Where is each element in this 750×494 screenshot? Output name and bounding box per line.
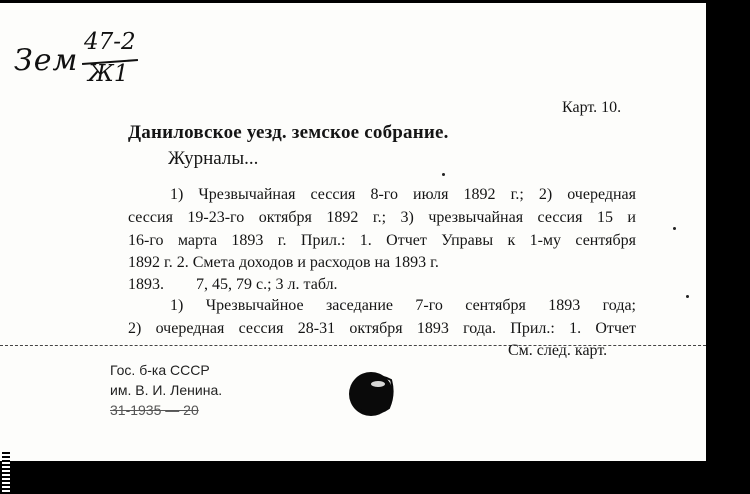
stamp-line-2: им. В. И. Ленина. <box>110 382 223 398</box>
body-line-5: 1893. 7, 45, 79 с.; 3 л. табл. <box>128 276 338 293</box>
body-line-6: 1) Чрезвычайное заседание 7-го сентября 1893 года; <box>170 297 636 314</box>
card-subtitle: Журналы... <box>168 148 259 169</box>
handwritten-prefix: Зем <box>14 43 79 78</box>
body-line-3: 16-го марта 1893 г. Прил.: 1. Отчет Управы к 1-му сентября <box>128 232 636 249</box>
body-line-1: 1) Чрезвычайная сессия 8-го июля 1892 г.; 2) очередная <box>170 186 636 203</box>
handwritten-numerator: 47-2 <box>84 29 136 55</box>
speck <box>686 295 689 298</box>
handwritten-denominator: Ж1 <box>88 61 129 87</box>
speck <box>442 173 445 176</box>
catalog-card <box>0 3 706 461</box>
body-line-4: 1892 г. 2. Смета доходов и расходов на 1893 г. <box>128 254 439 271</box>
film-edge <box>2 452 10 492</box>
stamp-line-3: 31-1935 — 20 <box>110 402 199 418</box>
card-number: Карт. 10. <box>562 99 622 116</box>
body-line-7: 2) очередная сессия 28-31 октября 1893 года. Прил.: 1. Отчет <box>128 320 636 337</box>
speck <box>673 227 676 230</box>
card-title: Даниловское уезд. земское собрание. <box>128 122 449 143</box>
see-next-card: См. след. карт. <box>508 342 608 359</box>
stamp-line-1: Гос. б-ка СССР <box>110 362 210 378</box>
body-line-2: сессия 19-23-го октября 1892 г.; 3) чрезвычайная сессия 15 и <box>128 209 636 226</box>
library-stamp <box>110 360 222 420</box>
ink-seal-icon <box>345 368 401 418</box>
